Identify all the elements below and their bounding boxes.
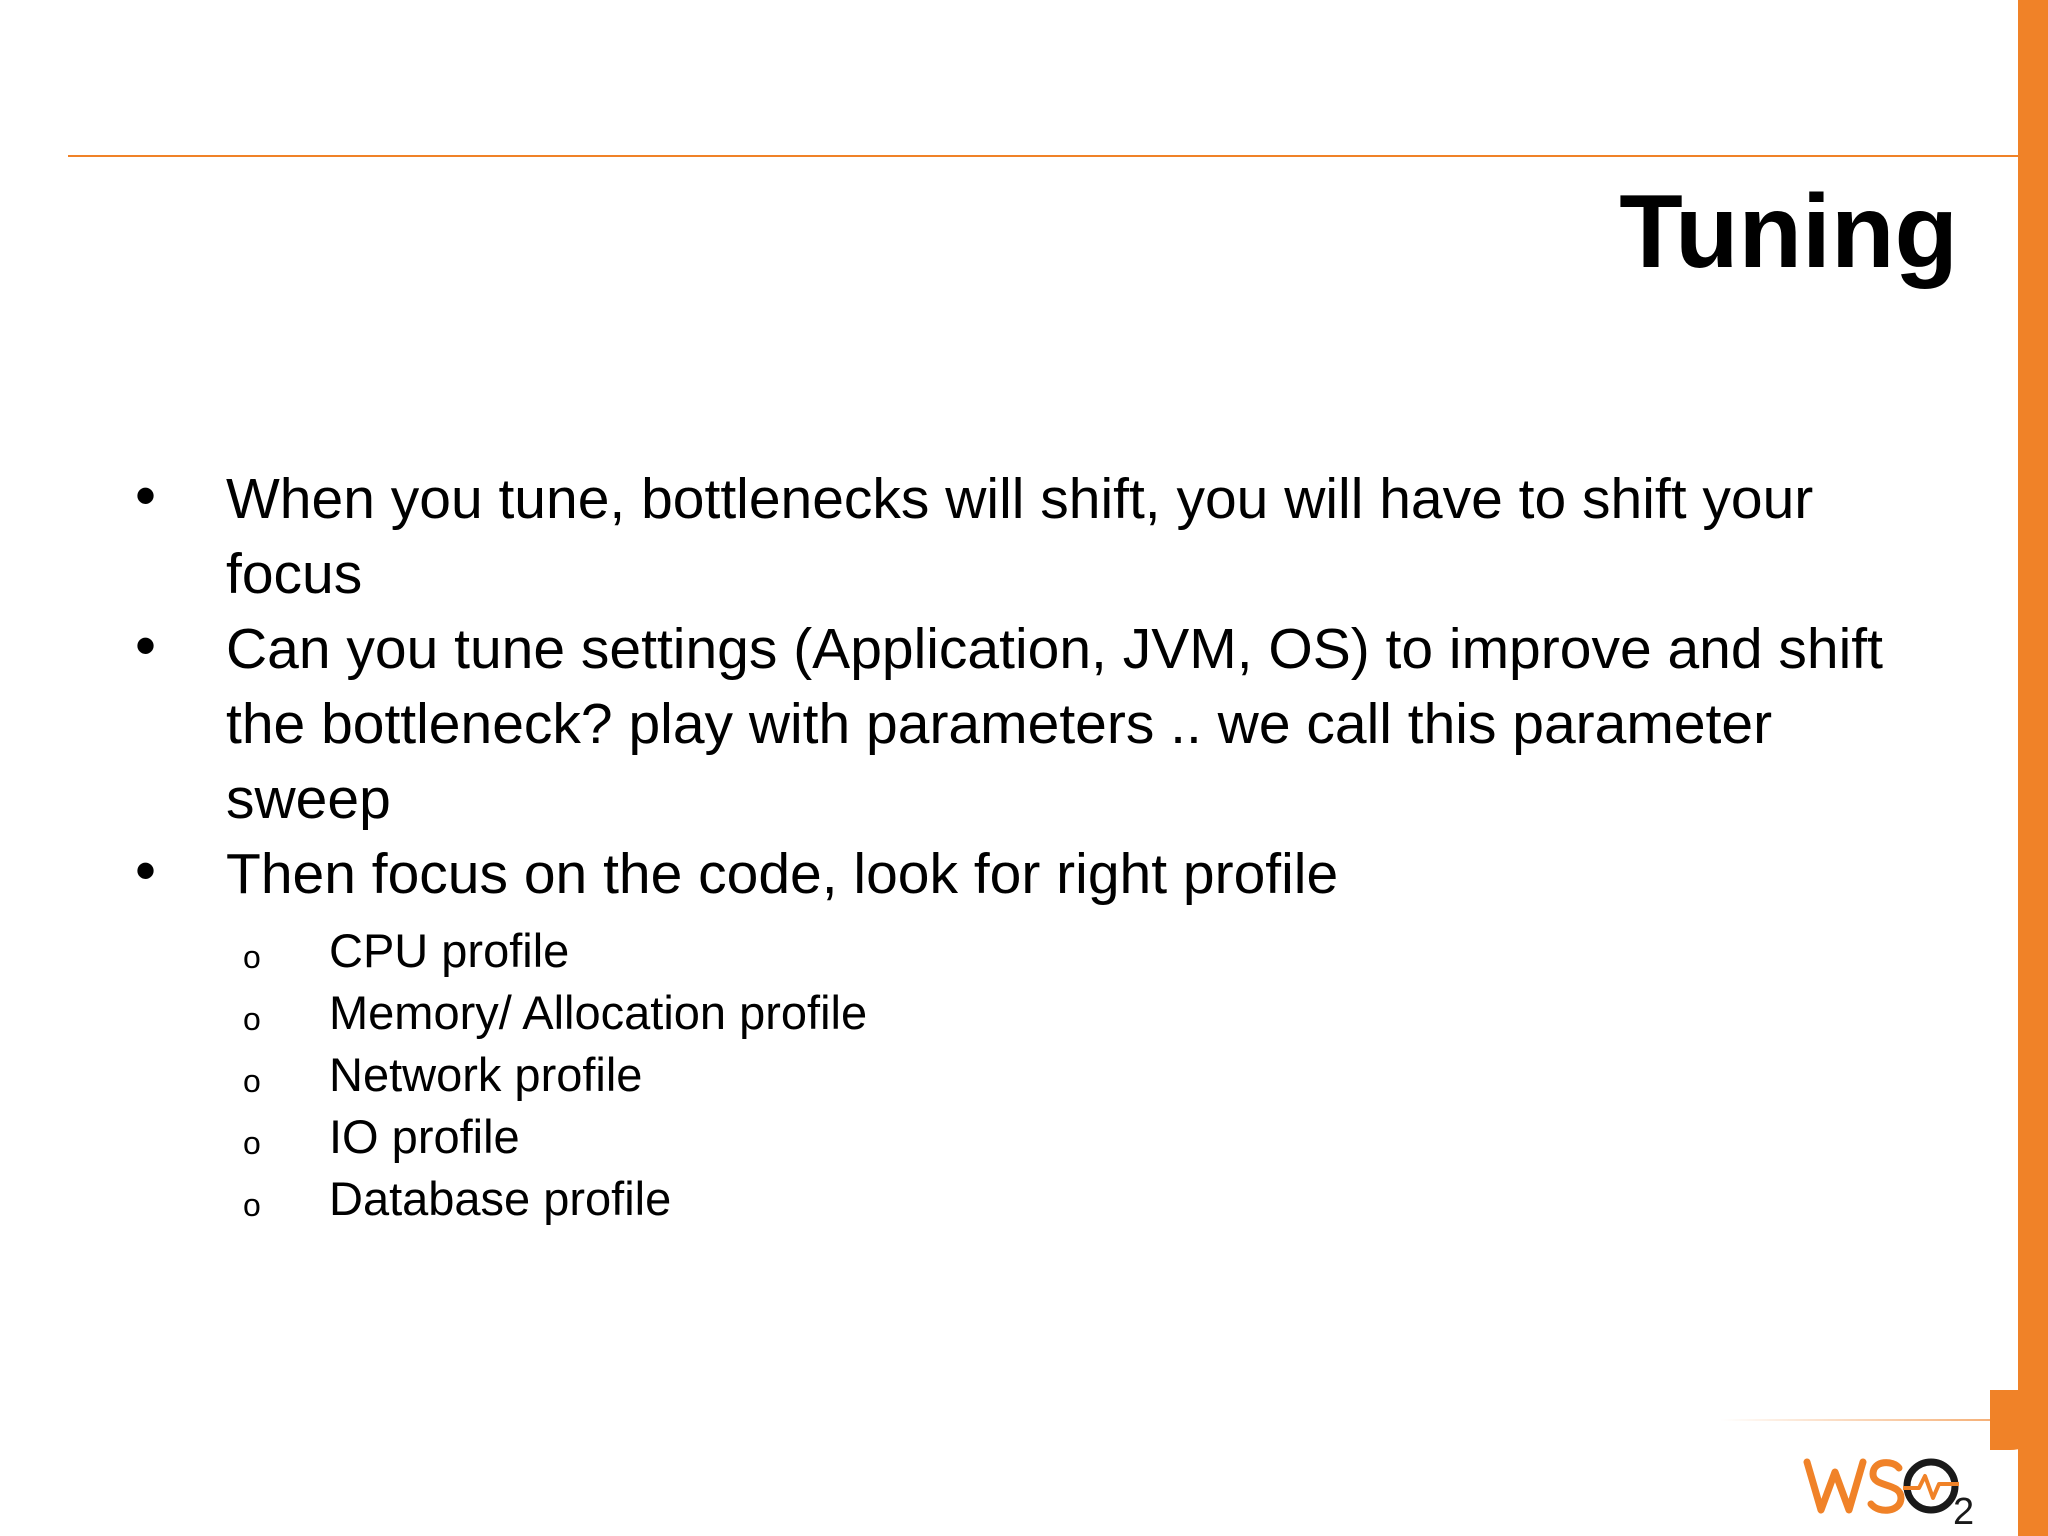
bullet-item xyxy=(0,837,1946,1230)
accent-side-bar xyxy=(2018,0,2048,1536)
bullet-text: Then focus on the code, look for right profile xyxy=(226,842,1339,906)
bullet-item xyxy=(0,612,1946,837)
sub-bullet-text: CPU profile xyxy=(329,924,570,977)
sub-bullet-list xyxy=(226,920,1946,1230)
sub-bullet-text: IO profile xyxy=(329,1110,520,1163)
footer-divider xyxy=(1720,1419,2020,1421)
title-divider xyxy=(68,155,2018,157)
sub-bullet-text: Memory/ Allocation profile xyxy=(329,986,868,1039)
bullet-list xyxy=(0,462,2000,1230)
bullet-dot-icon: • xyxy=(135,612,157,679)
sub-bullet-item xyxy=(0,1168,1946,1230)
circle-bullet-icon: o xyxy=(243,1063,261,1099)
circle-bullet-icon: o xyxy=(243,939,261,975)
wso2-logo-icon xyxy=(1803,1440,1983,1530)
bullet-dot-icon: • xyxy=(135,837,157,904)
sub-bullet-text: Network profile xyxy=(329,1048,643,1101)
svg-text:2: 2 xyxy=(1953,1491,1975,1530)
circle-bullet-icon: o xyxy=(243,1125,261,1161)
sub-bullet-item xyxy=(0,1044,1946,1106)
sub-bullet-text: Database profile xyxy=(329,1172,672,1225)
bullet-text: When you tune, bottlenecks will shift, you will have to shift your focus xyxy=(226,467,1814,606)
bullet-text: Can you tune settings (Application, JVM, OS) to improve and shift the bottleneck? play with parameters .. we call this parameter sweep xyxy=(226,617,1883,831)
bullet-dot-icon: • xyxy=(135,462,157,529)
sub-bullet-item xyxy=(0,1106,1946,1168)
circle-bullet-icon: o xyxy=(243,1001,261,1037)
bullet-item xyxy=(0,462,1946,612)
sub-bullet-item xyxy=(0,920,1946,982)
sub-bullet-item xyxy=(0,982,1946,1044)
circle-bullet-icon: o xyxy=(243,1187,261,1223)
slide-title: Tuning xyxy=(1619,174,1958,290)
